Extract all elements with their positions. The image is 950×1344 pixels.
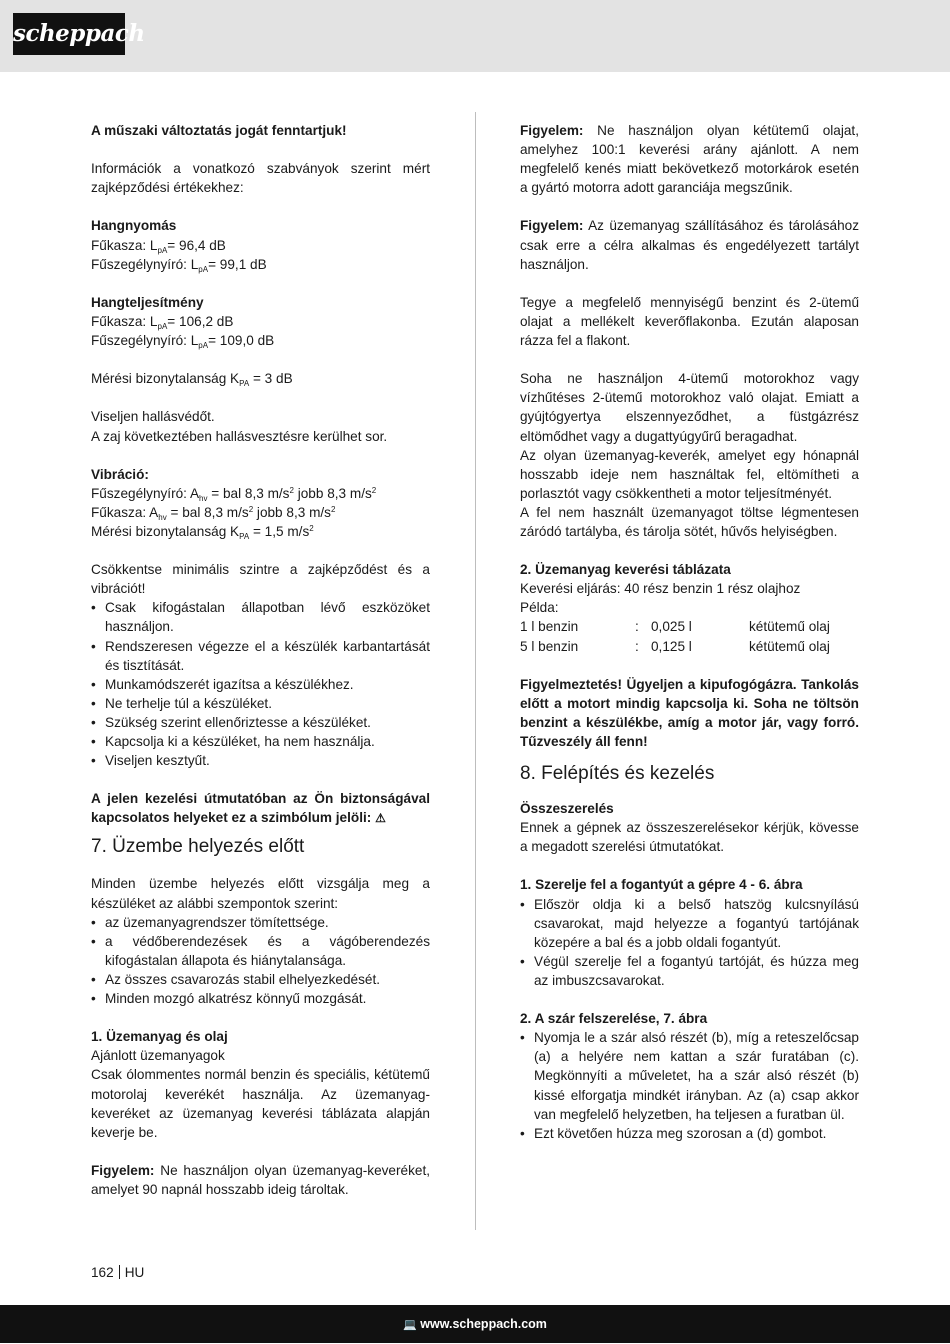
sound-power-brushcutter: Fűkasza: $L_{pA}= 106,2$ dB <box>91 313 234 331</box>
fuel-oil-title: 1. Üzemanyag és olaj <box>91 1029 228 1045</box>
vibration-brushcutter: Fűkasza: $A_{hv}$ = bal 8,3 $m/s^2$ jobb 8,3 $m/s^2$ <box>91 504 336 522</box>
section-7-list <box>91 913 430 1008</box>
list-item: • Először oldja ki a belső hatszög kulcsnyílású csavarokat, majd helyezze a fogantyú tartójának közepére a bal és a jobb oldali fogantyút. <box>520 895 859 952</box>
mixing-instructions: Tegye a megfelelő mennyiségű benzint és 2-ütemű olajat a mellékelt keverőflakonba. Ezután alaposan rázza fel a flakont. <box>520 294 859 349</box>
recommended-fuels: Ajánlott üzemanyagok <box>91 1048 225 1064</box>
list-item: • az üzemanyagrendszer tömítettsége. <box>91 913 430 932</box>
reduce-note: Csökkentse minimális szintre a zajképződést és a vibrációt! <box>91 562 430 597</box>
noise-intro: Információk a vonatkozó szabványok szerint mért zajképződési értékekhez: <box>91 161 430 196</box>
table-row: 1 l benzin : 0,025 l kétütemű olaj <box>520 619 830 635</box>
vibration-trimmer: Fűszegélynyíró: $A_{hv}$ = bal 8,3 $m/s^2$ jobb 8,3 $m/s^2$ <box>91 485 377 503</box>
hearing-loss-note: A zaj következtében hallásvesztésre kerülhet sor. <box>91 428 388 444</box>
section-8-title: 8. Felépítés és kezelés <box>520 763 715 785</box>
list-item: • Rendszeresen végezze el a készülék karbantartását és tisztítását. <box>91 637 430 675</box>
footer-bar <box>0 1305 950 1343</box>
sound-power-trimmer: Fűszegélynyíró: $L_{pA}= 109,0$ dB <box>91 333 275 351</box>
oil-warning-2: Az olyan üzemanyag-keverék, amelyet egy hónapnál hosszabb ideje nem használtak fel, eltömítheti a porlasztót vagy csökkentheti a motor teljesítményét. <box>520 447 859 501</box>
mixing-method: Keverési eljárás: 40 rész benzin 1 rész olajhoz <box>520 581 801 597</box>
list-item: • Munkamódszerét igazítsa a készülékhez. <box>91 675 430 694</box>
header-bar <box>0 0 950 72</box>
sound-pressure-title: Hangnyomás <box>91 218 177 234</box>
step-2-list <box>520 1028 859 1143</box>
list-item: • Ne terhelje túl a készüléket. <box>91 694 430 713</box>
attention-note-3: Figyelem: Az üzemanyag szállításához és tárolásához csak erre a célra alkalmas és engedélyezett tartályt használjon. <box>520 218 859 272</box>
attention-note-2: Figyelem: Ne használjon olyan kétütemű olajat, amelyhez 100:1 keverési arány ajánlott. A nem megfelelő kenés miatt bekövetkező motorkárok esetén a gyártó motorra adott garanciája megszűnik. <box>520 123 859 196</box>
measurement-uncertainty: Mérési bizonytalanság $K_{PA} = 3$ dB <box>91 371 293 389</box>
list-item: • Nyomja le a szár alsó részét (b), míg a reteszelőcsap (a) a helyére nem kattan a szár furatában (c). Megkönnyíti a műveletet, ha a szár alsó részét (b) kissé elforgatja mindkét irányban. Az (a) csap akkor van megfelelő helyzetben, ha teljesen a furatban ül. <box>520 1028 859 1123</box>
attention-note-1: Figyelem: Ne használjon olyan üzemanyag-keveréket, amelyet 90 napnál hosszabb ideig tároltak. <box>91 1162 430 1197</box>
left-column <box>91 121 430 1199</box>
sound-power-title: Hangteljesítmény <box>91 294 204 310</box>
list-item: • Viseljen kesztyűt. <box>91 751 430 770</box>
vibration-title: Vibráció: <box>91 466 149 482</box>
exhaust-warning: Figyelmeztetés! Ügyeljen a kipufogógázra. Tankolás előtt a motort mindig kapcsolja ki. Soha ne töltsön benzint a készülékbe, amíg a motor jár, vagy forró. Tűzveszély áll fenn! <box>520 676 859 749</box>
computer-icon: 💻 <box>403 1319 417 1331</box>
step-1-list <box>520 895 859 990</box>
section-7-title: 7. Üzembe helyezés előtt <box>91 836 305 858</box>
list-item: • Ezt követően húzza meg szorosan a (d) gombot. <box>520 1124 859 1143</box>
table-row: 5 l benzin : 0,125 l kétütemű olaj <box>520 638 830 654</box>
list-item: • Végül szerelje fel a fogantyú tartóját, és húzza meg az imbuszcsavarokat. <box>520 952 859 990</box>
warning-triangle-icon: ⚠ <box>375 811 386 826</box>
assembly-text: Ennek a gépnek az összeszerelésekor kérjük, kövesse a megadott szerelési útmutatókat. <box>520 820 859 855</box>
mixing-table-title: 2. Üzemanyag keverési táblázata <box>520 562 731 578</box>
list-item: • Szükség szerint ellenőriztesse a készüléket. <box>91 713 430 732</box>
list-item: • Minden mozgó alkatrész könnyű mozgását. <box>91 989 430 1008</box>
mixing-example: Példa: <box>520 600 559 616</box>
technical-reserve-note: A műszaki változtatás jogát fenntartjuk! <box>91 123 347 138</box>
column-divider <box>475 112 476 1230</box>
step-1-title: 1. Szerelje fel a fogantyút a gépre 4 - 6. ábra <box>520 877 803 893</box>
step-2-title: 2. A szár felszerelése, 7. ábra <box>520 1011 708 1027</box>
website-link[interactable]: www.scheppach.com <box>420 1317 547 1331</box>
page-number: 162 HU <box>91 1265 145 1280</box>
vibration-uncertainty: Mérési bizonytalanság $K_{PA} = 1,5$ $m/s^2$ <box>91 523 314 541</box>
list-item: • a védőberendezések és a vágóberendezés kifogástalan állapota és hiánytalansága. <box>91 932 430 970</box>
reduce-list <box>91 598 430 770</box>
fuel-text: Csak ólommentes normál benzin és speciális, kétütemű motorolaj keverékét használja. Az üzemanyag-keveréket az üzemanyag keverési táblázata alapján keverje be. <box>91 1067 430 1140</box>
safety-symbol-note: A jelen kezelési útmutatóban az Ön biztonságával kapcsolatos helyeket ez a szimbólum jelöli: ⚠ <box>91 791 430 826</box>
oil-warning-1: Soha ne használjon 4-ütemű motorokhoz vagy vízhűtéses 2-ütemű motorokhoz való olajat. Emiatt a gyújtógyertya elszennyeződhet, a füstgázrész eltömődhet vagy a dugattyúgyűrű beragadhat. <box>520 371 859 444</box>
ear-protection-note: Viseljen hallásvédőt. <box>91 409 215 425</box>
section-7-intro: Minden üzembe helyezés előtt vizsgálja meg a készüléket az alábbi szempontok szerint: <box>91 876 430 911</box>
sound-pressure-trimmer: Fűszegélynyíró: $L_{pA}= 99,1$ dB <box>91 256 267 274</box>
oil-warning-3: A fel nem használt üzemanyagot töltse légmentesen záródó tartályba, és tárolja sötét, hűvős helyiségben. <box>520 504 859 539</box>
assembly-title: Összeszerelés <box>520 801 614 817</box>
sound-pressure-brushcutter: Fűkasza: $L_{pA}= 96,4$ dB <box>91 237 226 255</box>
scheppach-logo: scheppach <box>13 13 125 55</box>
right-column <box>520 121 859 1143</box>
list-item: • Az összes csavarozás stabil elhelyezkedését. <box>91 970 430 989</box>
list-item: • Csak kifogástalan állapotban lévő eszközöket használjon. <box>91 598 430 636</box>
list-item: • Kapcsolja ki a készüléket, ha nem használja. <box>91 732 430 751</box>
